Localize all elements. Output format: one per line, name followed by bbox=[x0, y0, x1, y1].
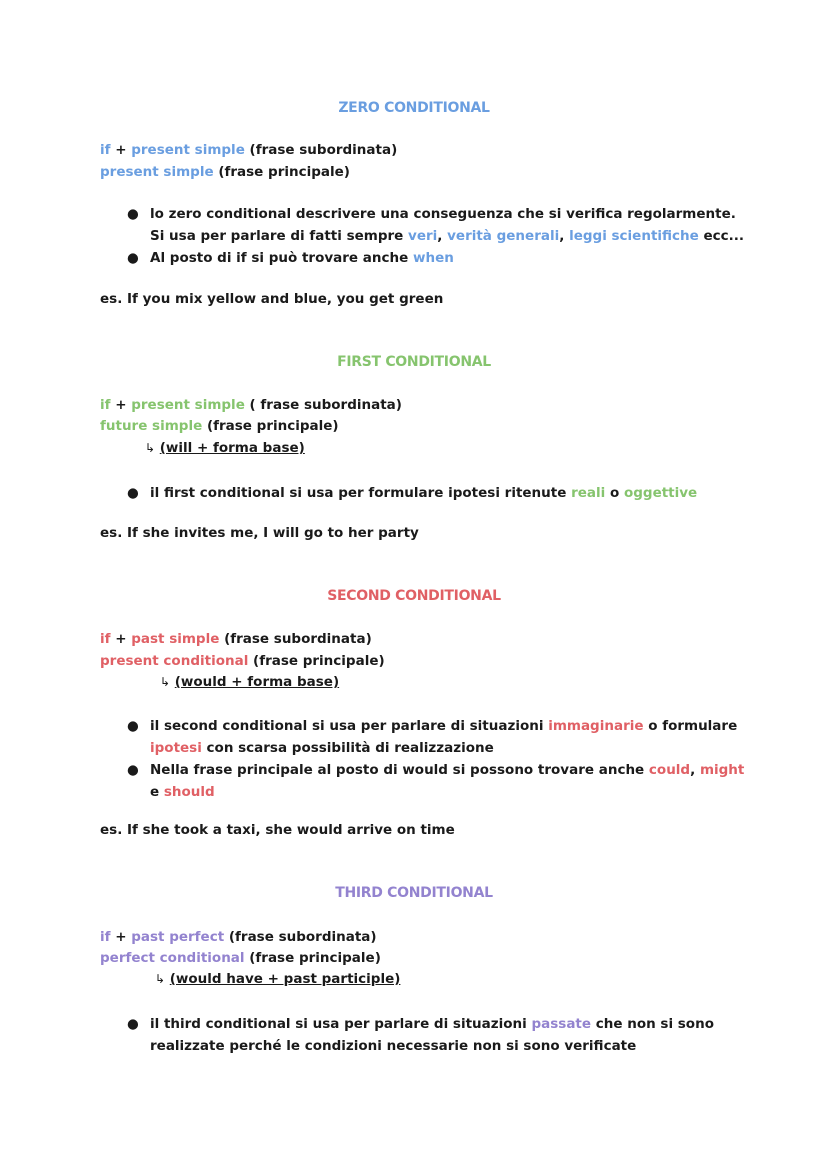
zero-formula-line2 bbox=[100, 164, 350, 180]
tense-label: perfect conditional bbox=[100, 950, 245, 966]
bullet-dot: ● bbox=[127, 250, 139, 266]
bullet-dot: ● bbox=[127, 485, 139, 501]
clause-label: (frase principale) bbox=[213, 164, 350, 180]
bullet-text-line bbox=[150, 715, 737, 737]
tense-label: present simple bbox=[131, 397, 245, 413]
zero-formula-line1 bbox=[100, 142, 397, 158]
first-note bbox=[145, 440, 305, 456]
first-conditional-title: FIRST CONDITIONAL bbox=[337, 354, 491, 370]
if-keyword: if bbox=[100, 397, 111, 413]
zero-conditional-title: ZERO CONDITIONAL bbox=[338, 100, 490, 116]
note-text: (will + forma base) bbox=[159, 440, 305, 456]
bullet-dot: ● bbox=[127, 762, 139, 778]
bullet-text-line: lo zero conditional descrivere una conseguenza che si verifica regolarmente. bbox=[150, 206, 736, 222]
tense-label: future simple bbox=[100, 418, 203, 434]
if-keyword: if bbox=[100, 142, 111, 158]
clause-label: (frase principale) bbox=[248, 653, 385, 669]
plus-sign: + bbox=[110, 142, 132, 158]
arrow-icon: ↳ bbox=[155, 972, 166, 986]
clause-label: (frase principale) bbox=[202, 418, 339, 434]
first-formula-line2 bbox=[100, 418, 339, 434]
highlight-term: reali bbox=[571, 485, 606, 501]
highlight-term: veri bbox=[408, 228, 438, 244]
plus-sign: + bbox=[110, 397, 132, 413]
highlight-term: immaginarie bbox=[548, 718, 644, 734]
second-formula-line2 bbox=[100, 653, 385, 669]
text-segment: ecc... bbox=[698, 228, 745, 244]
text-segment: , bbox=[559, 228, 570, 244]
third-note bbox=[155, 971, 400, 987]
first-formula-line1 bbox=[100, 397, 402, 413]
bullet-dot: ● bbox=[127, 718, 139, 734]
text-segment: che non si sono bbox=[591, 1016, 714, 1032]
note-text: (would + forma base) bbox=[174, 674, 340, 690]
bullet-text-line bbox=[150, 1013, 714, 1035]
second-formula-line1 bbox=[100, 631, 372, 647]
highlight-term: passate bbox=[531, 1016, 592, 1032]
text-segment: Nella frase principale al posto di would si possono trovare anche bbox=[150, 762, 649, 778]
arrow-icon: ↳ bbox=[145, 441, 156, 455]
third-bullet-1 bbox=[150, 1013, 714, 1057]
note-text: (would have + past participle) bbox=[169, 971, 401, 987]
arrow-icon: ↳ bbox=[160, 675, 171, 689]
second-note bbox=[160, 674, 339, 690]
tense-label: present simple bbox=[131, 142, 245, 158]
highlight-term: might bbox=[699, 762, 745, 778]
clause-label: (frase subordinata) bbox=[244, 142, 398, 158]
text-segment: Al posto di if si può trovare anche bbox=[150, 250, 413, 266]
highlight-term: leggi scientifiche bbox=[569, 228, 699, 244]
zero-bullet-1 bbox=[150, 203, 744, 247]
second-example: es. If she took a taxi, she would arrive on time bbox=[100, 822, 455, 838]
text-segment: Si usa per parlare di fatti sempre bbox=[150, 228, 409, 244]
if-keyword: if bbox=[100, 929, 111, 945]
highlight-term: when bbox=[412, 250, 454, 266]
first-bullet-1 bbox=[150, 482, 697, 504]
third-formula-line1 bbox=[100, 929, 377, 945]
text-segment: il first conditional si usa per formulare ipotesi ritenute bbox=[150, 485, 572, 501]
bullet-text-line bbox=[150, 781, 744, 803]
clause-label: (frase subordinata) bbox=[224, 929, 377, 945]
text-segment: , bbox=[690, 762, 700, 778]
highlight-term: verità generali bbox=[447, 228, 560, 244]
if-keyword: if bbox=[100, 631, 111, 647]
text-segment: il third conditional si usa per parlare di situazioni bbox=[150, 1016, 532, 1032]
clause-label: (frase principale) bbox=[244, 950, 381, 966]
tense-label: past perfect bbox=[131, 929, 225, 945]
plus-sign: + bbox=[110, 929, 132, 945]
first-example: es. If she invites me, I will go to her party bbox=[100, 525, 419, 541]
clause-label: ( frase subordinata) bbox=[244, 397, 402, 413]
bullet-text-line: realizzate perché le condizioni necessarie non si sono verificate bbox=[150, 1038, 637, 1054]
highlight-term: oggettive bbox=[623, 485, 698, 501]
text-segment: il second conditional si usa per parlare di situazioni bbox=[150, 718, 549, 734]
text-segment: o formulare bbox=[643, 718, 738, 734]
second-bullet-2 bbox=[150, 759, 744, 803]
clause-label: (frase subordinata) bbox=[219, 631, 372, 647]
bullet-dot: ● bbox=[127, 1016, 139, 1032]
bullet-text-line bbox=[150, 225, 744, 247]
tense-label: present simple bbox=[100, 164, 214, 180]
highlight-term: could bbox=[648, 762, 691, 778]
bullet-dot: ● bbox=[127, 206, 139, 222]
highlight-term: should bbox=[163, 784, 215, 800]
text-segment: o bbox=[605, 485, 624, 501]
bullet-text-line bbox=[150, 737, 737, 759]
zero-bullet-2 bbox=[150, 247, 454, 269]
second-conditional-title: SECOND CONDITIONAL bbox=[327, 588, 501, 604]
text-segment: , bbox=[437, 228, 448, 244]
tense-label: past simple bbox=[131, 631, 220, 647]
third-formula-line2 bbox=[100, 950, 381, 966]
text-segment: con scarsa possibilità di realizzazione bbox=[201, 740, 494, 756]
third-conditional-title: THIRD CONDITIONAL bbox=[335, 885, 493, 901]
text-segment: e bbox=[150, 784, 164, 800]
plus-sign: + bbox=[110, 631, 132, 647]
tense-label: present conditional bbox=[100, 653, 249, 669]
zero-example: es. If you mix yellow and blue, you get green bbox=[100, 291, 444, 307]
bullet-text-line bbox=[150, 759, 744, 781]
highlight-term: ipotesi bbox=[150, 740, 202, 756]
second-bullet-1 bbox=[150, 715, 737, 759]
